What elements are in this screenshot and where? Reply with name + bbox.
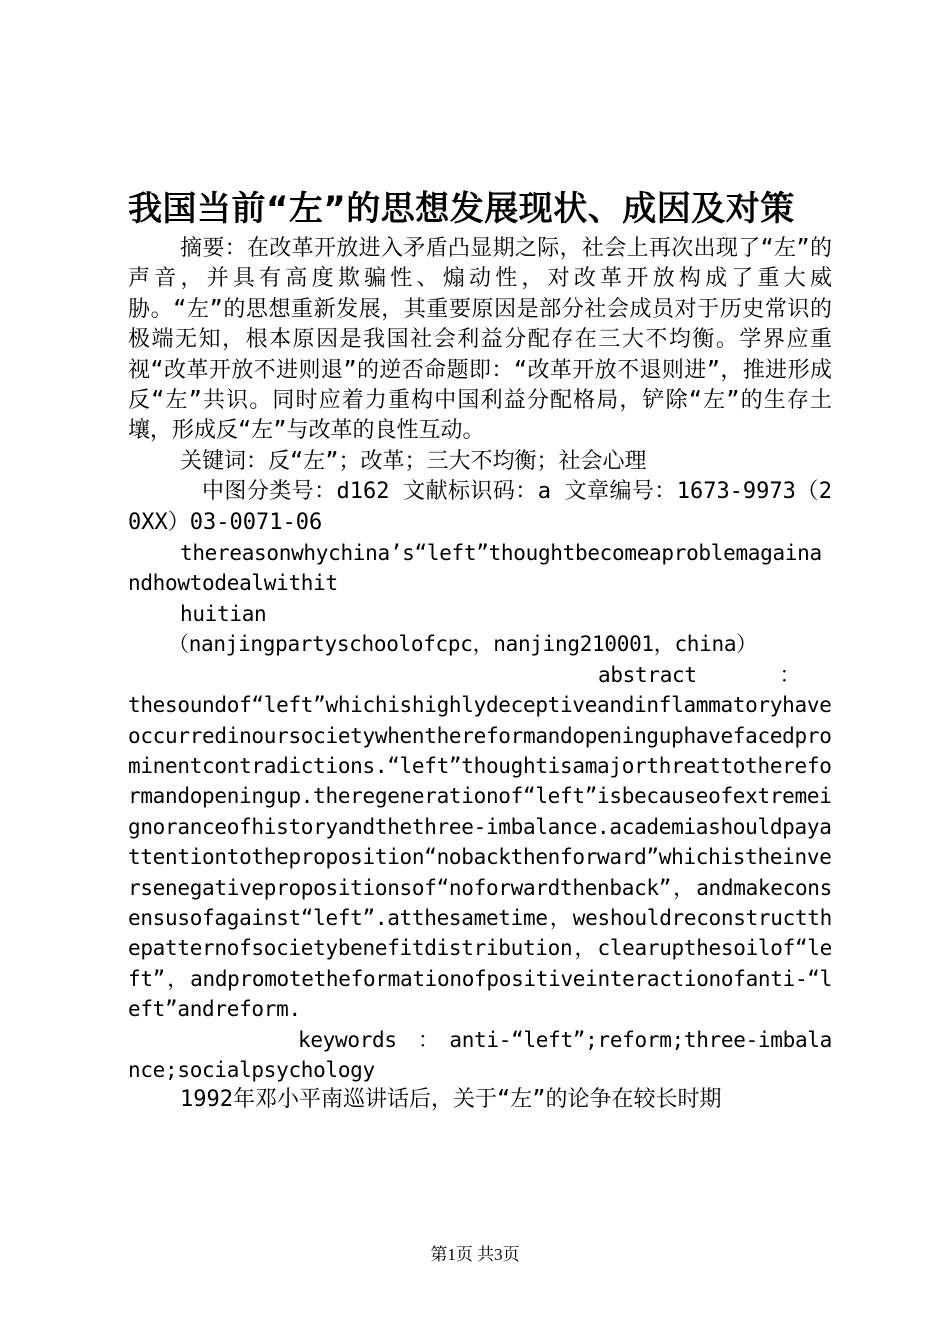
- page-footer: 第1页 共3页: [430, 1245, 520, 1264]
- keywords-en-value: anti-“left”;reform;three-imbalance;socialpsychology: [128, 1027, 832, 1082]
- abstract-en-label: abstract ：: [598, 662, 801, 687]
- keywords-cn: 关键词：反“左”；改革；三大不均衡；社会心理: [180, 448, 647, 474]
- abstract-en: thesoundof“left”whichishighlydeceptiveandinflammatoryhaveoccurredinoursocietywhenthereformandopeninguphavefacedprominentcontradictions.“left”thoughtisamajorthreattothereformandopeningup.theregenerationof“left”isbecauseofextremeignoranceofhistoryandthethree-imbalance.academiashouldpayattentiontotheproposition“nobackthenforward”whichistheinversenegativepropositionsof“noforwardthenback”，andmakeconsensusofagainst“left”.atthesametime，weshouldreconstructthepatternofsocietybenefitdistribution，clearupthesoilof“left”，andpromotetheformationofpositiveinteractionofanti-“left”andreform.: [128, 693, 832, 1022]
- keywords-en: [128, 1025, 832, 1086]
- document-body: [128, 234, 832, 1116]
- author: huitian: [180, 601, 267, 626]
- body-paragraph: 1992年邓小平南巡讲话后，关于“左”的论争在较长时期: [180, 1087, 722, 1113]
- english-title: thereasonwhychina’s“left”thoughtbecomeaproblemagainandhowtodealwithit: [128, 541, 822, 596]
- page-title: 我国当前“左”的思想发展现状、成因及对策: [128, 189, 795, 229]
- classification-line: 中图分类号：d162 文献标识码：a 文章编号：1673-9973（20XX）03-0071-06: [128, 479, 832, 535]
- affiliation: （nanjingpartyschoolofcpc，nanjing210001，china）: [168, 632, 757, 657]
- keywords-en-label: keywords ：: [298, 1027, 450, 1052]
- abstract-cn: 摘要：在改革开放进入矛盾凸显期之际，社会上再次出现了“左”的声音，并具有高度欺骗性、煽动性，对改革开放构成了重大威胁。“左”的思想重新发展，其重要原因是部分社会成员对于历史常识的极端无知，根本原因是我国社会利益分配存在三大不均衡。学界应重视“改革开放不进则退”的逆否命题即：“改革开放不退则进”，推进形成反“左”共识。同时应着力重构中国利益分配格局，铲除“左”的生存土壤，形成反“左”与改革的良性互动。: [128, 236, 832, 444]
